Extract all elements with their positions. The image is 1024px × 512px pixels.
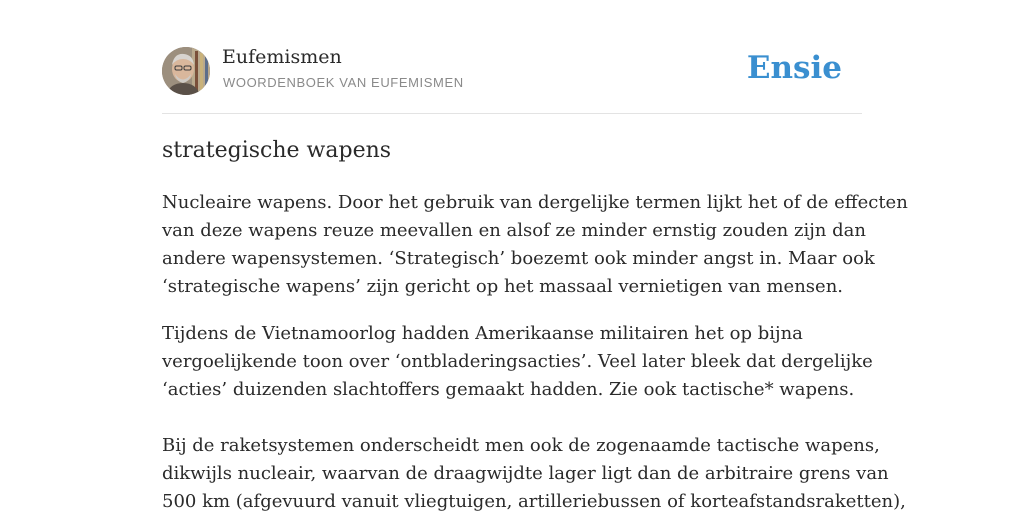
entry-title: strategische wapens: [162, 138, 392, 163]
dictionary-subtitle[interactable]: WOORDENBOEK VAN EUFEMISMEN: [223, 75, 464, 90]
ensie-logo[interactable]: Ensie: [746, 50, 842, 86]
header-divider: [162, 113, 862, 114]
entry-line: vergoelijkende toon over ‘ontbladeringsacties’. Veel later bleek dat dergelijke: [162, 351, 873, 372]
entry-line: Nucleaire wapens. Door het gebruik van dergelijke termen lijkt het of de effecten: [162, 192, 908, 213]
avatar[interactable]: [162, 47, 210, 95]
entry-line: ‘acties’ duizenden slachtoffers gemaakt hadden. Zie ook tactische* wapens.: [162, 379, 855, 400]
entry-line: dikwijls nucleair, waarvan de draagwijdte lager ligt dan de arbitraire grens van: [162, 463, 889, 484]
entry-line: Bij de raketsystemen onderscheidt men ook de zogenaamde tactische wapens,: [162, 435, 880, 456]
entry-line: 500 km (afgevuurd vanuit vliegtuigen, artilleriebussen of korteafstandsraketten),: [162, 491, 906, 512]
author-portrait-icon: [162, 47, 210, 95]
entry-line: Tijdens de Vietnamoorlog hadden Amerikaanse militairen het op bijna: [162, 323, 803, 344]
entry-line: van deze wapens reuze meevallen en alsof ze minder ernstig zouden zijn dan: [162, 220, 866, 241]
entry-body: [162, 189, 908, 512]
dictionary-name[interactable]: Eufemismen: [222, 46, 342, 68]
entry-line: ‘strategische wapens’ zijn gericht op het massaal vernietigen van mensen.: [162, 276, 844, 297]
entry-line: andere wapensystemen. ‘Strategisch’ boezemt ook minder angst in. Maar ook: [162, 248, 875, 269]
header: [162, 46, 862, 96]
